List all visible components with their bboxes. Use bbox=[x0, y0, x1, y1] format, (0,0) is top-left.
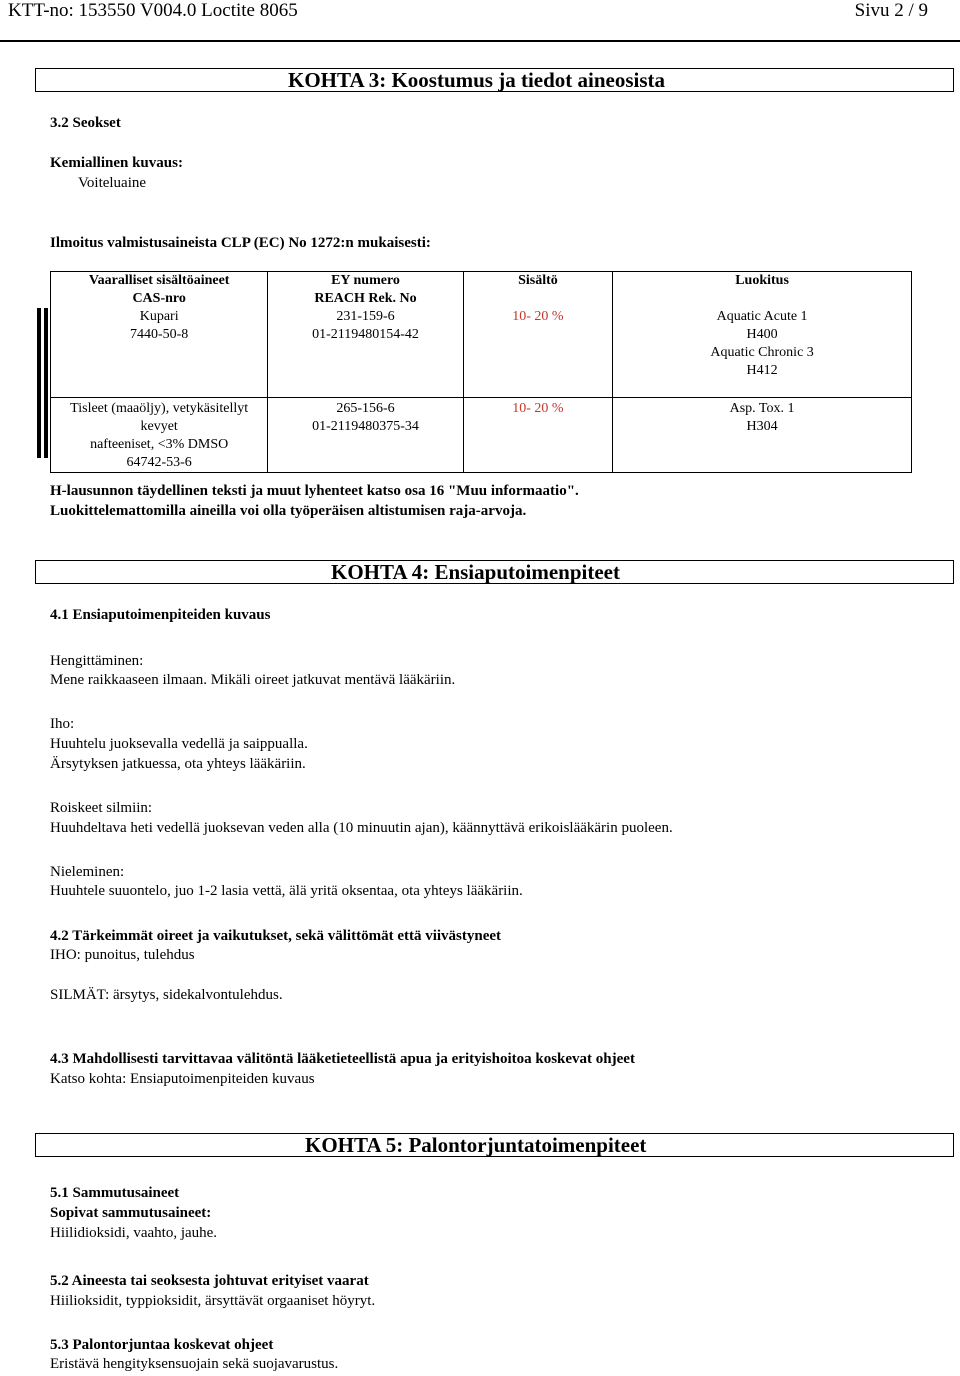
suitable-media-text: Hiilidioksidi, vaahto, jauhe. bbox=[50, 1225, 218, 1241]
header-content: Sisältö bbox=[518, 273, 558, 288]
table-cell bbox=[463, 272, 612, 398]
change-bar-inner bbox=[44, 308, 48, 458]
chem-desc-label: Kemiallinen kuvaus: bbox=[50, 155, 183, 171]
subsection-5-3: 5.3 Palontorjuntaa koskevat ohjeet bbox=[50, 1337, 274, 1353]
classification-line: Aquatic Acute 1 bbox=[716, 309, 808, 324]
subsection-5-1: 5.1 Sammutusaineet bbox=[50, 1185, 180, 1201]
table-cell bbox=[51, 272, 268, 398]
skin-text-2: Ärsytyksen jatkuessa, ota yhteys lääkäriin. bbox=[50, 756, 306, 772]
change-bar-outer bbox=[37, 308, 41, 458]
spacer bbox=[613, 290, 911, 308]
suitable-media-label: Sopivat sammutusaineet: bbox=[50, 1205, 212, 1221]
clp-statement: Ilmoitus valmistusaineista CLP (EC) No 1272:n mukaisesti: bbox=[50, 235, 431, 251]
symptoms-eyes: SILMÄT: ärsytys, sidekalvontulehdus. bbox=[50, 987, 283, 1003]
eye-text: Huuhdeltava heti vedellä juoksevan veden alla (10 minuutin ajan), käännyttävä erikoislääkärin puoleen. bbox=[50, 820, 673, 836]
classification-line: Aquatic Chronic 3 bbox=[710, 345, 814, 360]
header-ec-number: EY numero bbox=[331, 273, 400, 288]
header-divider bbox=[0, 40, 960, 42]
table-cell bbox=[268, 398, 463, 473]
subsection-5-2: 5.2 Aineesta tai seoksesta johtuvat erityiset vaarat bbox=[50, 1273, 369, 1289]
subsection-3-2: 3.2 Seokset bbox=[50, 115, 121, 131]
ingredient-ec: 231-159-6 bbox=[336, 309, 395, 324]
table-cell bbox=[613, 398, 912, 473]
ingredient-reach: 01-2119480154-42 bbox=[312, 327, 419, 342]
ingredient-content: 10- 20 % bbox=[512, 309, 564, 324]
section-3-title: KOHTA 3: Koostumus ja tiedot aineosista bbox=[288, 68, 666, 92]
spacer bbox=[464, 290, 612, 308]
classification-line: H412 bbox=[746, 363, 778, 378]
inhalation-text: Mene raikkaaseen ilmaan. Mikäli oireet jatkuvat mentävä lääkäriin. bbox=[50, 672, 456, 688]
document-id: KTT-no: 153550 V004.0 Loctite 8065 bbox=[8, 0, 298, 21]
section-4-title: KOHTA 4: Ensiaputoimenpiteet bbox=[331, 560, 620, 584]
skin-label: Iho: bbox=[50, 716, 75, 732]
header-ingredients: Vaaralliset sisältöaineet bbox=[88, 273, 230, 288]
ingredient-content: 10- 20 % bbox=[512, 401, 564, 416]
subsection-4-3: 4.3 Mahdollisesti tarvittavaa välitöntä lääketieteellistä apua ja erityishoitoa koskevat ohjeet bbox=[50, 1051, 635, 1067]
section-5-title: KOHTA 5: Palontorjuntatoimenpiteet bbox=[305, 1133, 647, 1157]
ingredient-name: Tisleet (maaöljy), vetykäsitellyt kevyet bbox=[70, 401, 249, 434]
table-cell bbox=[613, 272, 912, 398]
symptoms-skin: IHO: punoitus, tulehdus bbox=[50, 947, 195, 963]
ingestion-label: Nieleminen: bbox=[50, 864, 125, 880]
page-number: Sivu 2 / 9 bbox=[854, 0, 928, 21]
subsection-4-2: 4.2 Tärkeimmät oireet ja vaikutukset, sekä välittömät että viivästyneet bbox=[50, 928, 502, 944]
header-classification: Luokitus bbox=[735, 273, 789, 288]
ingredient-reach: 01-2119480375-34 bbox=[312, 419, 419, 434]
ingredient-cas: 64742-53-6 bbox=[126, 455, 192, 470]
table-cell bbox=[51, 398, 268, 473]
ingredient-ec: 265-156-6 bbox=[336, 401, 395, 416]
note-exposure-limits: Luokittelemattomilla aineilla voi olla työperäisen altistumisen raja-arvoja. bbox=[50, 503, 527, 519]
special-hazards-text: Hiilioksidit, typpioksidit, ärsyttävät orgaaniset höyryt. bbox=[50, 1293, 376, 1309]
eye-label: Roiskeet silmiin: bbox=[50, 800, 153, 816]
medical-reference: Katso kohta: Ensiaputoimenpiteiden kuvaus bbox=[50, 1071, 315, 1087]
table-row bbox=[51, 272, 912, 398]
table-cell bbox=[268, 272, 463, 398]
composition-table bbox=[50, 271, 912, 473]
header-cas: CAS-nro bbox=[132, 291, 186, 306]
inhalation-label: Hengittäminen: bbox=[50, 653, 144, 669]
table-cell bbox=[463, 398, 612, 473]
header-reach: REACH Rek. No bbox=[314, 291, 417, 306]
skin-text-1: Huuhtelu juoksevalla vedellä ja saippualla. bbox=[50, 736, 308, 752]
ingredient-cas: 7440-50-8 bbox=[129, 327, 189, 342]
classification-line: H400 bbox=[746, 327, 778, 342]
chem-desc-value: Voiteluaine bbox=[78, 175, 147, 191]
classification-line: Asp. Tox. 1 bbox=[729, 401, 795, 416]
firefighting-advice-text: Eristävä hengityksensuojain sekä suojavarustus. bbox=[50, 1356, 339, 1372]
ingestion-text: Huuhtele suuontelo, juo 1-2 lasia vettä, älä yritä oksentaa, ota yhteys lääkäriin. bbox=[50, 883, 523, 899]
ingredient-name: nafteeniset, <3% DMSO bbox=[90, 437, 229, 452]
subsection-4-1: 4.1 Ensiaputoimenpiteiden kuvaus bbox=[50, 607, 271, 623]
ingredient-name: Kupari bbox=[139, 309, 179, 324]
note-h-statements: H-lausunnon täydellinen teksti ja muut lyhenteet katso osa 16 "Muu informaatio". bbox=[50, 483, 579, 499]
table-row bbox=[51, 398, 912, 473]
classification-line: H304 bbox=[746, 419, 778, 434]
